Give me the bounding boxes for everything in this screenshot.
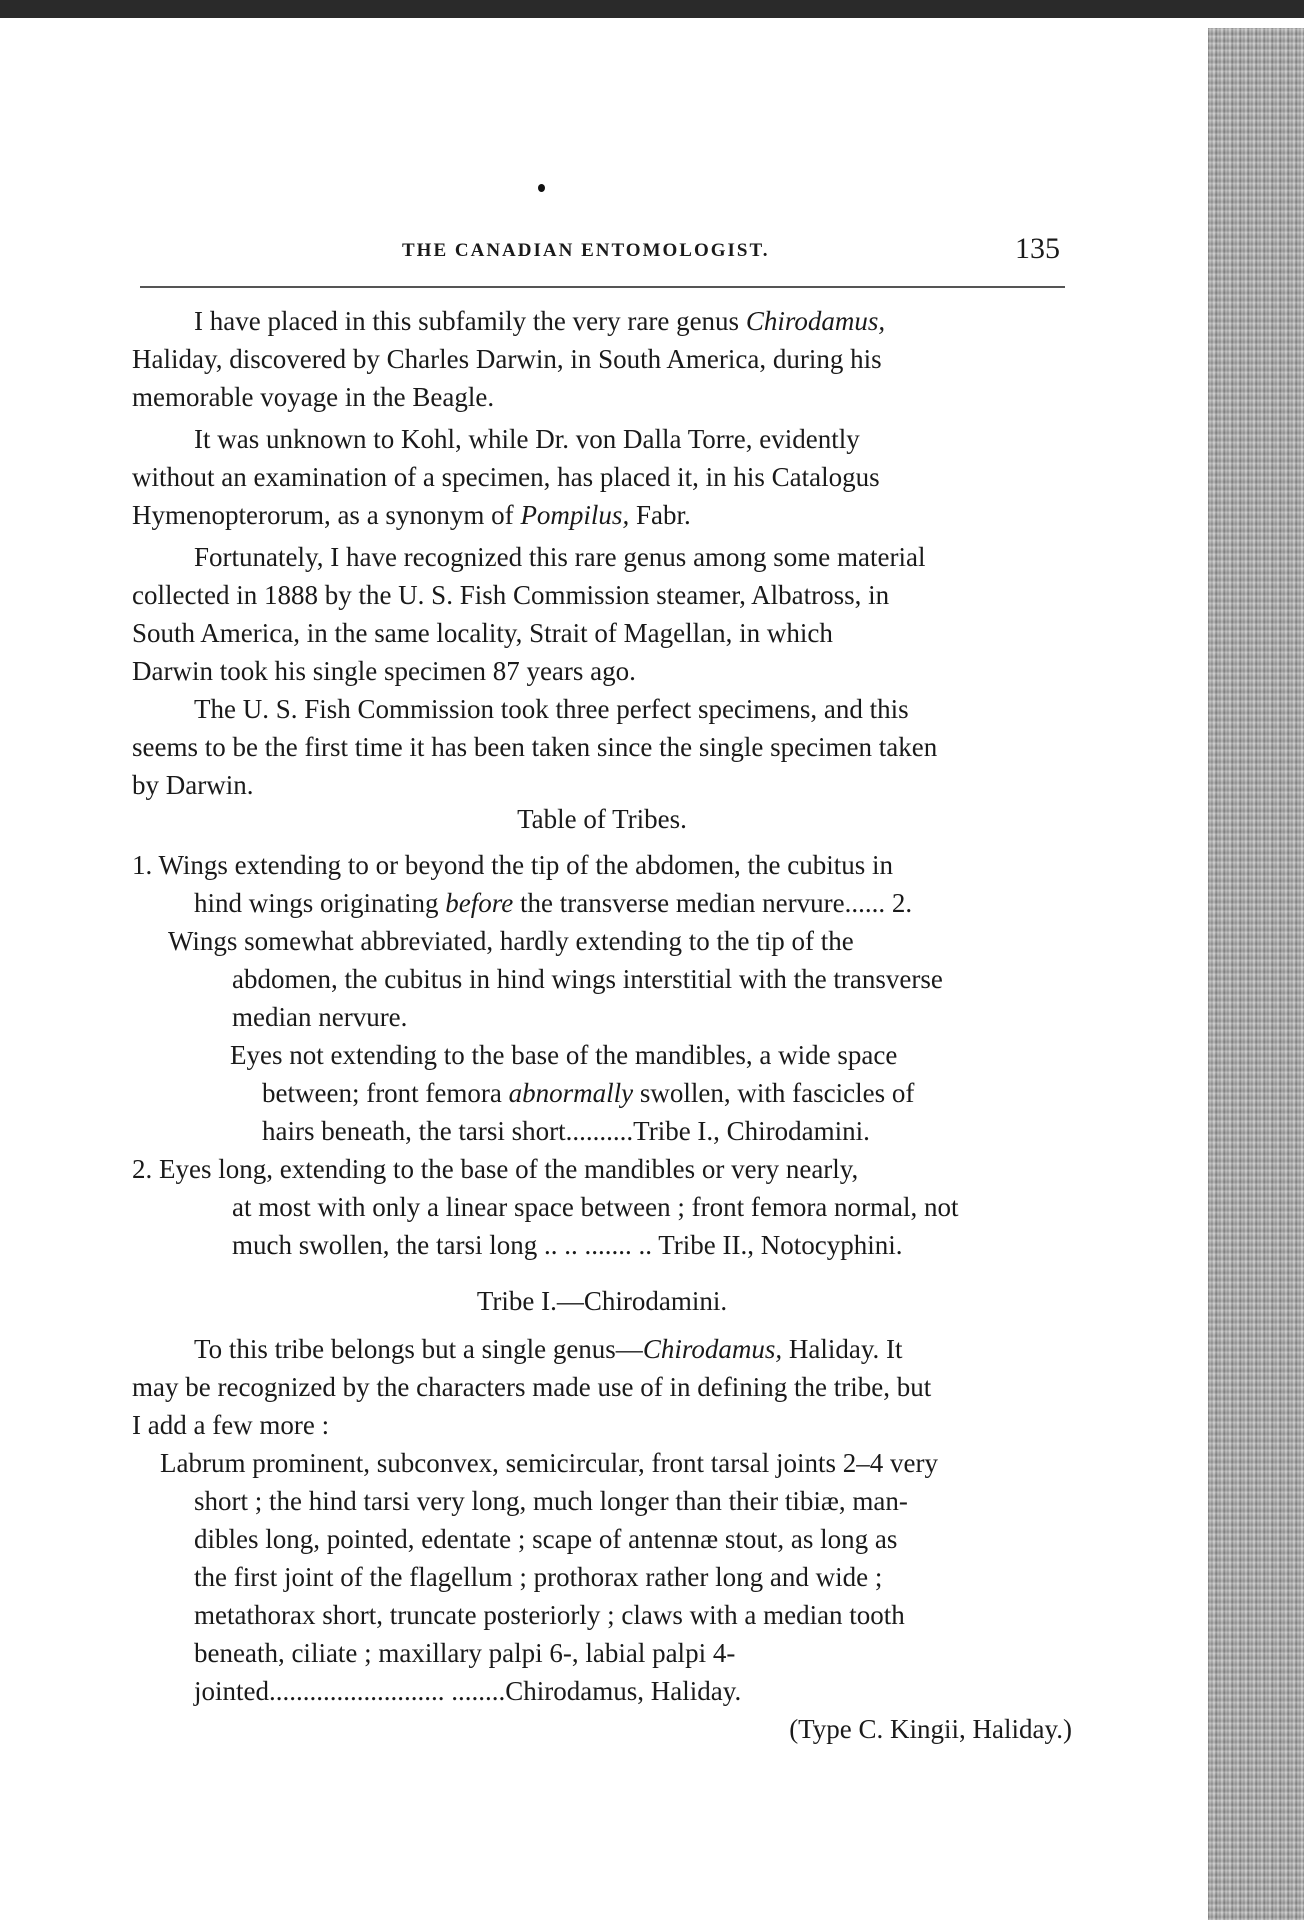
text-line: Hymenopterorum, as a synonym of — [132, 500, 514, 530]
text-line: may be recognized by the characters made use of in defining the tribe, but — [132, 1372, 932, 1402]
text-line: Darwin took his single specimen 87 years ago. — [132, 656, 636, 686]
scan-right-edge-texture — [1208, 28, 1304, 1920]
text-line: South America, in the same locality, Strait of Magellan, in which — [132, 618, 833, 648]
text-line: at most with only a linear space between ; front femora normal, not — [232, 1192, 959, 1222]
key-couplet-2 — [132, 1150, 1072, 1264]
text-fragment: Fabr. — [635, 500, 691, 530]
emphasis: abnormally — [508, 1078, 634, 1108]
text-line: dibles long, pointed, edentate ; scape of antennæ stout, as long as — [194, 1524, 898, 1554]
text-line: seems to be the first time it has been taken since the single specimen taken — [132, 732, 938, 762]
section-heading: Table of Tribes. — [517, 804, 687, 834]
text-line: It was unknown to Kohl, while Dr. von Dalla Torre, evidently — [194, 424, 860, 454]
text-line: I add a few more : — [132, 1410, 330, 1440]
text-line: by Darwin. — [132, 770, 254, 800]
genus-name: Chirodamus, — [745, 306, 886, 336]
page-number: 135 — [1015, 232, 1060, 265]
header-rule — [140, 286, 1065, 288]
paragraph-6 — [132, 1444, 1072, 1748]
text-line: median nervure. — [232, 1002, 408, 1032]
text-fragment: To this tribe belongs but a single genus— — [194, 1334, 643, 1364]
text-line: Labrum prominent, subconvex, semicircular, front tarsal joints 2–4 very — [160, 1448, 938, 1478]
text-line: The U. S. Fish Commission took three perfect specimens, and this — [194, 694, 909, 724]
text-line: without an examination of a specimen, has placed it, in his Catalogus — [132, 462, 880, 492]
text-line: much swollen, the tarsi long .. .. ....... .. Tribe II., Notocyphini. — [232, 1230, 903, 1260]
text-line: collected in 1888 by the U. S. Fish Commission steamer, Albatross, in — [132, 580, 890, 610]
text-line: Eyes not extending to the base of the mandibles, a wide space — [230, 1040, 898, 1070]
text-line: Eyes long, extending to the base of the mandibles or very nearly, — [159, 1154, 859, 1184]
type-species: (Type C. Kingii, Haliday.) — [789, 1714, 1072, 1744]
genus-name: Chirodamus, — [642, 1334, 783, 1364]
couplet-number: 1. — [132, 850, 153, 880]
text-line: hairs beneath, the tarsi short..........Tribe I., Chirodamini. — [262, 1116, 870, 1146]
text-line: beneath, ciliate ; maxillary palpi 6-, labial palpi 4- — [194, 1638, 736, 1668]
text-line: jointed.......................... ........Chirodamus, Haliday. — [194, 1676, 742, 1706]
text-line: Wings extending to or beyond the tip of the abdomen, the cubitus in — [158, 850, 894, 880]
emphasis: before — [445, 888, 514, 918]
tribe-title — [132, 1282, 1072, 1320]
genus-name: Pompilus, — [520, 500, 630, 530]
scan-top-border — [0, 0, 1304, 18]
section-heading: Tribe I.—Chirodamini. — [476, 1286, 728, 1316]
text-line: metathorax short, truncate posteriorly ; claws with a median tooth — [194, 1600, 905, 1630]
page-header — [140, 232, 1070, 282]
paragraph-5 — [132, 1330, 1072, 1444]
couplet-number: 2. — [132, 1154, 153, 1184]
text-fragment: Haliday. It — [788, 1334, 903, 1364]
text-fragment: swollen, with fascicles of — [639, 1078, 915, 1108]
text-fragment: between; front femora — [262, 1078, 502, 1108]
text-line: Haliday, discovered by Charles Darwin, in South America, during his — [132, 344, 882, 374]
text-line: memorable voyage in the Beagle. — [132, 382, 495, 412]
text-fragment: hind wings originating — [194, 888, 439, 918]
text-line: I have placed in this subfamily the very rare genus — [194, 306, 740, 336]
text-fragment: the transverse median nervure...... 2. — [519, 888, 913, 918]
text-line: the first joint of the flagellum ; prothorax rather long and wide ; — [194, 1562, 883, 1592]
ink-dot — [538, 184, 545, 192]
paragraph-3 — [132, 538, 1072, 690]
paragraph-1 — [132, 302, 1072, 416]
text-line: short ; the hind tarsi very long, much longer than their tibiæ, man- — [194, 1486, 908, 1516]
text-line: abdomen, the cubitus in hind wings interstitial with the transverse — [232, 964, 943, 994]
key-couplet-1-sub — [132, 1036, 1072, 1150]
paragraph-2 — [132, 420, 1072, 534]
text-line: Fortunately, I have recognized this rare genus among some material — [194, 542, 926, 572]
table-title — [132, 800, 1072, 838]
text-line: Wings somewhat abbreviated, hardly extending to the tip of the — [168, 926, 854, 956]
paragraph-4 — [132, 690, 1072, 804]
key-couplet-1 — [132, 846, 1072, 1036]
running-head: THE CANADIAN ENTOMOLOGIST. — [402, 240, 770, 261]
